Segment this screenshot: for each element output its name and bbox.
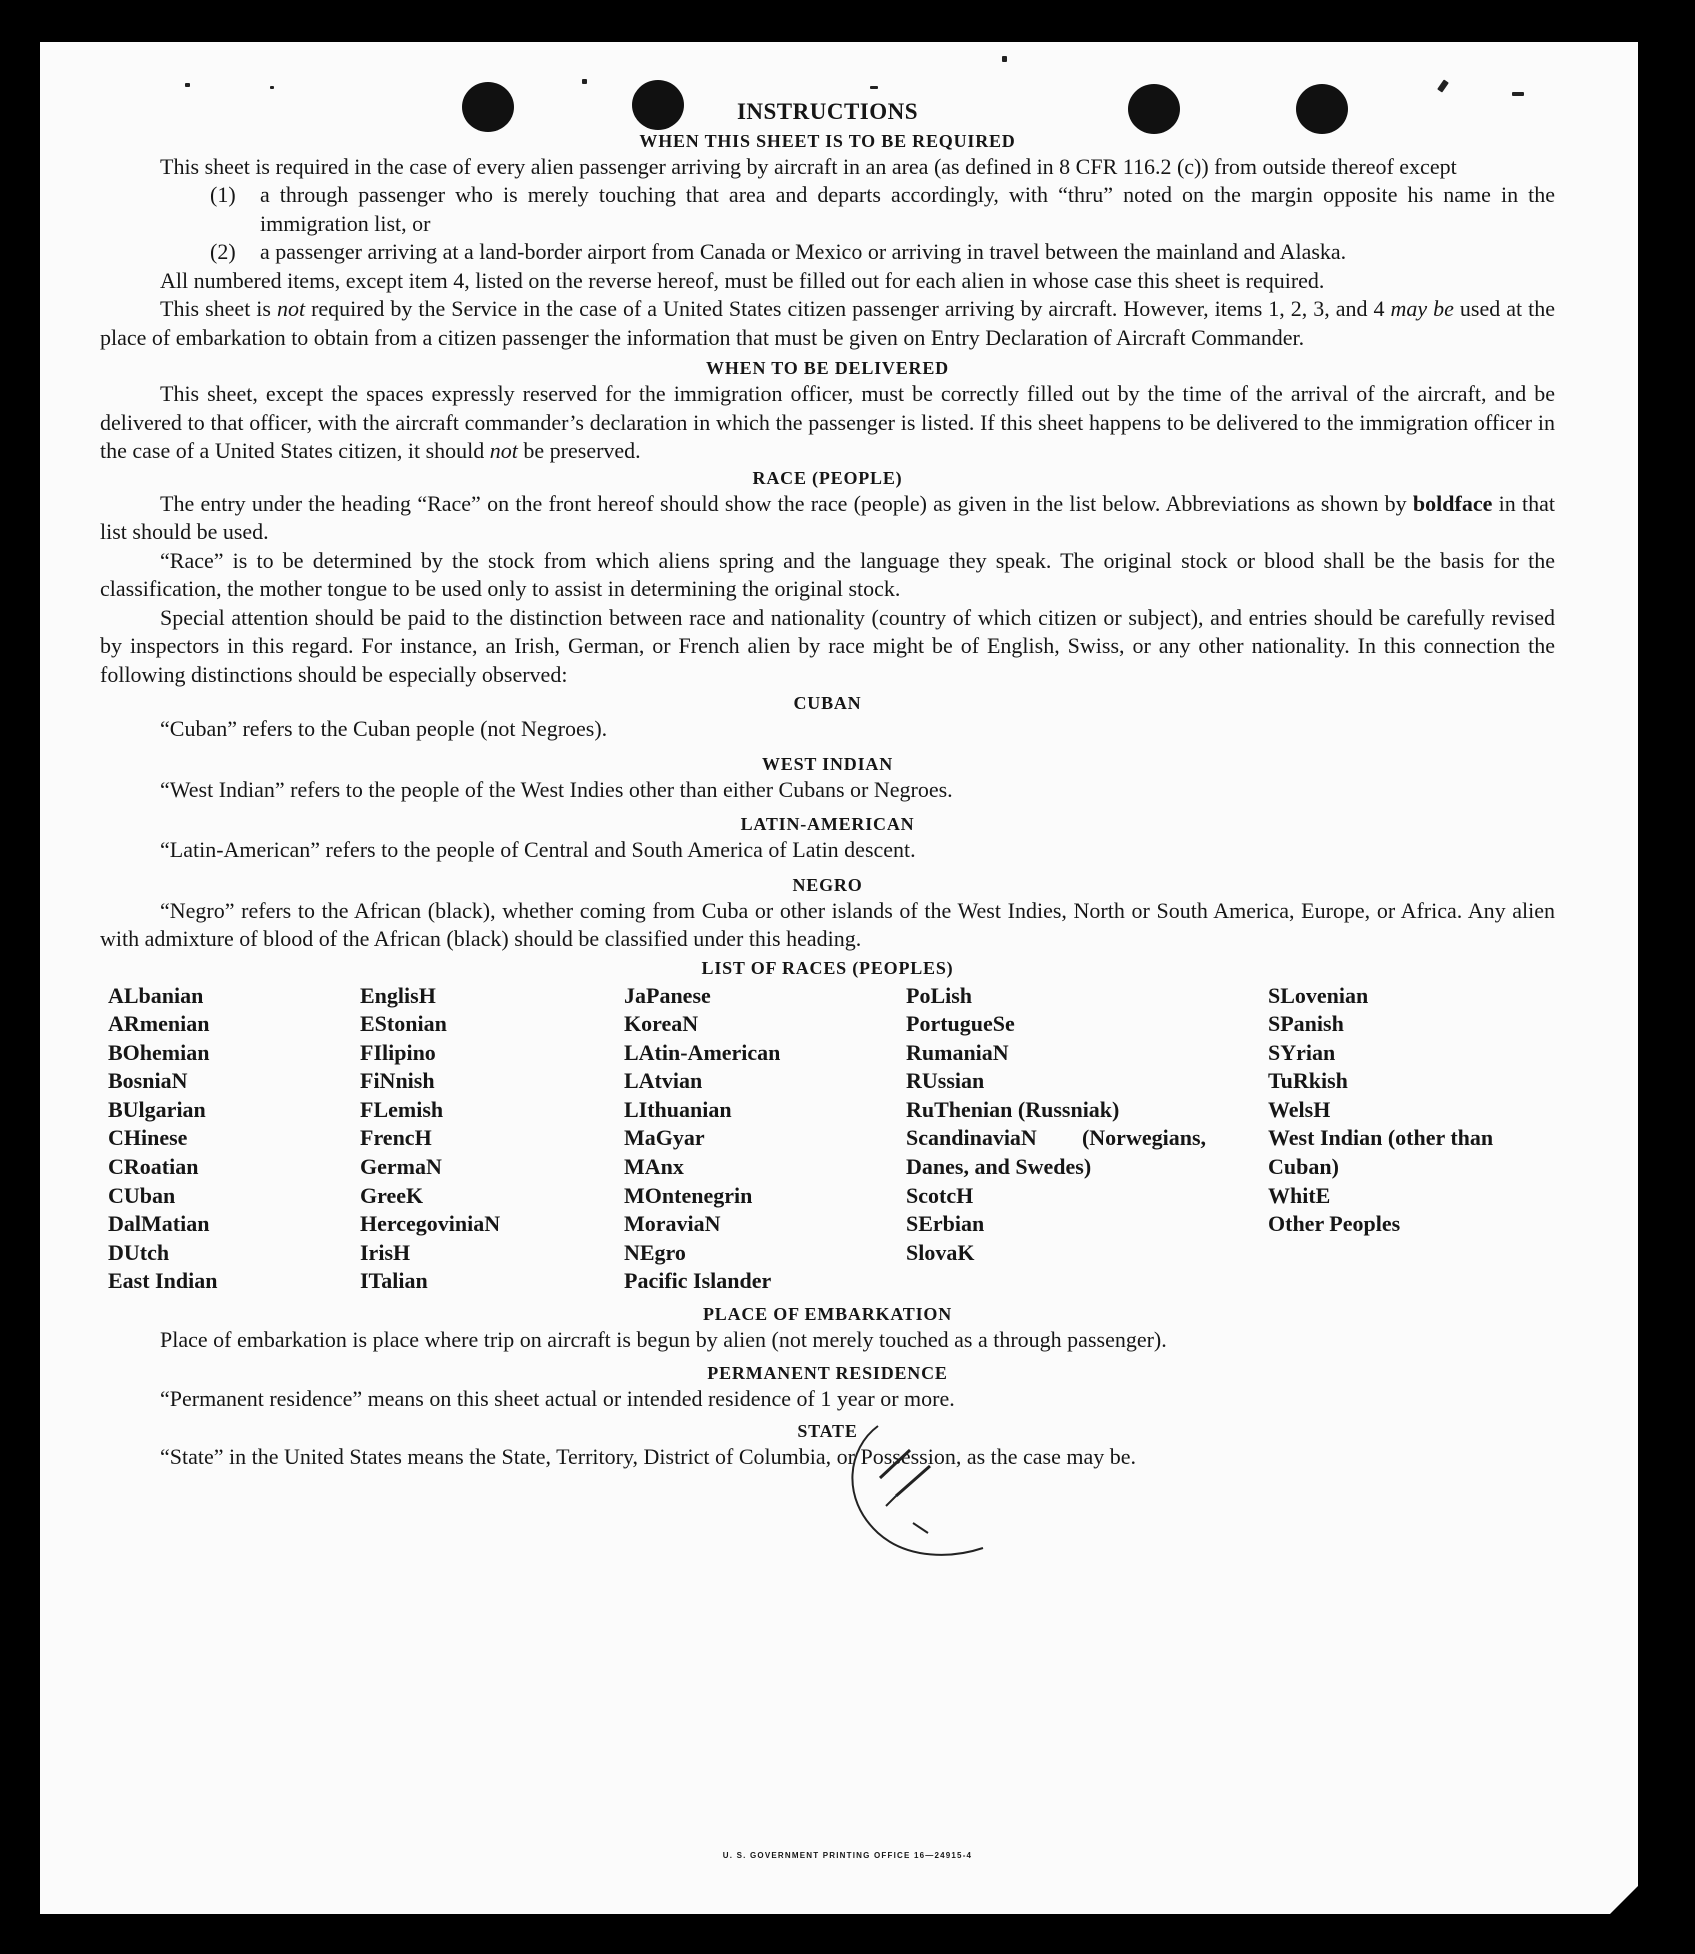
section-heading: PERMANENT RESIDENCE	[707, 1362, 948, 1383]
race-item: CUban	[108, 1182, 176, 1208]
section-heading: NEGRO	[792, 874, 863, 895]
race-item: RUssian	[906, 1068, 985, 1094]
race-item: FLemish	[360, 1096, 444, 1122]
race-item: West Indian (other than Cuban)	[1268, 1125, 1494, 1180]
race-item: WhitE	[1268, 1182, 1331, 1208]
race-item: MOntenegrin	[624, 1182, 753, 1208]
race-item: BOhemian	[108, 1039, 210, 1065]
paragraph: Special attention should be paid to the distinction between race and nationality (country of which citizen or subject), and entries should be carefully revised by inspectors in this regard. For instance, an Irish, German, or French alien by race might be of English, Swiss, or any other nationality. In this connection the following distinctions should be especially observed:	[100, 604, 1555, 687]
speck-mark	[870, 86, 878, 89]
section-heading: RACE (PEOPLE)	[752, 467, 903, 488]
race-item: IrisH	[360, 1239, 411, 1265]
list-number: (2)	[210, 239, 236, 264]
races-list	[108, 982, 1555, 1297]
race-item: BosniaN	[108, 1068, 188, 1094]
race-item: ITalian	[360, 1268, 428, 1294]
paragraph: “Negro” refers to the African (black), whether coming from Cuba or other islands of the West Indies, North or South America, Europe, or Africa. Any alien with admixture of blood of the African (black) should be classified under this heading.	[100, 897, 1555, 951]
list-number: (1)	[210, 182, 236, 207]
speck-mark	[1002, 56, 1007, 62]
speck-mark	[270, 86, 274, 89]
section-heading: WEST INDIAN	[761, 753, 893, 774]
paragraph: The entry under the heading “Race” on the front hereof should show the race (people) as given in the list below. Abbreviations as shown by boldface in that list should be used.	[100, 490, 1555, 544]
race-item: SLovenian	[1268, 982, 1369, 1008]
race-item: ARmenian	[108, 1011, 210, 1037]
race-item: PortugueSe	[906, 1011, 1015, 1037]
paragraph: “Latin-American” refers to the people of Central and South America of Latin descent.	[160, 837, 916, 862]
printer-footer: U. S. GOVERNMENT PRINTING OFFICE 16—24915-4	[722, 1851, 973, 1860]
race-item: NEgro	[624, 1239, 686, 1265]
race-item: DalMatian	[108, 1211, 210, 1237]
races-column	[360, 982, 624, 1297]
races-column	[108, 982, 360, 1297]
section-heading: CUBAN	[793, 693, 862, 713]
race-item: FIlipino	[360, 1039, 436, 1065]
race-item: MAnx	[624, 1154, 684, 1180]
speck-mark	[185, 83, 190, 87]
race-item: KoreaN	[624, 1011, 699, 1037]
race-item: Pacific Islander	[624, 1268, 772, 1294]
race-item: HercegoviniaN	[360, 1211, 501, 1237]
section-heading: STATE	[797, 1421, 858, 1442]
race-item: SPanish	[1268, 1011, 1344, 1037]
race-item: CRoatian	[108, 1154, 199, 1180]
page-title: INSTRUCTIONS	[736, 99, 919, 124]
race-item: SYrian	[1268, 1039, 1336, 1065]
races-column	[1268, 982, 1528, 1297]
race-item: GermaN	[360, 1154, 442, 1180]
race-item: BUlgarian	[108, 1096, 206, 1122]
paragraph: “State” in the United States means the State, Territory, District of Columbia, or Possession, as the case may be.	[160, 1444, 1137, 1470]
race-item: LAtin-American	[624, 1039, 781, 1065]
race-item: FiNnish	[360, 1068, 435, 1094]
paragraph: This sheet, except the spaces expressly reserved for the immigration officer, must be correctly filled out by the time of the arrival of the aircraft, and be delivered to that officer, with the aircraft commander’s declaration in which the passenger is listed. If this sheet happens to be delivered to the immigration officer in the case of a United States citizen, it should not be preserved.	[100, 381, 1555, 463]
speck-mark	[1512, 92, 1524, 96]
race-item: CHinese	[108, 1125, 188, 1151]
list-item	[210, 238, 1555, 267]
race-item: MoraviaN	[624, 1211, 721, 1237]
race-item: ScotcH	[906, 1182, 974, 1208]
race-item: EStonian	[360, 1011, 447, 1037]
race-item: RumaniaN	[906, 1039, 1009, 1065]
section-heading: WHEN THIS SHEET IS TO BE REQUIRED	[639, 130, 1016, 151]
race-item: DUtch	[108, 1239, 170, 1265]
race-item: LAtvian	[624, 1068, 703, 1094]
race-item: East Indian	[108, 1268, 218, 1294]
race-item: PoLish	[906, 982, 973, 1008]
speck-mark	[582, 79, 587, 84]
list-text: a passenger arriving at a land-border airport from Canada or Mexico or arriving in travel between the mainland and Alaska.	[260, 239, 1347, 264]
race-item: SErbian	[906, 1211, 985, 1237]
race-item: FrencH	[360, 1125, 432, 1151]
paragraph: “West Indian” refers to the people of the West Indies other than either Cubans or Negroes.	[160, 776, 953, 802]
race-item: ALbanian	[108, 982, 204, 1008]
paragraph: This sheet is required in the case of every alien passenger arriving by aircraft in an area (as defined in 8 CFR 116.2 (c)) from outside thereof except	[160, 153, 1457, 179]
section-heading: LATIN-AMERICAN	[740, 814, 915, 834]
section-heading: PLACE OF EMBARKATION	[702, 1304, 952, 1325]
paragraph: “Race” is to be determined by the stock from which aliens spring and the language they speak. The original stock or blood shall be the basis for the classification, the mother tongue to be used only to assist in determining the original stock.	[100, 547, 1555, 601]
paragraph: “Permanent residence” means on this sheet actual or intended residence of 1 year or more.	[160, 1385, 955, 1411]
race-item: Other Peoples	[1268, 1211, 1401, 1237]
handwritten-circle-mark	[838, 1408, 1008, 1568]
paragraph: Place of embarkation is place where trip on aircraft is begun by alien (not merely touched as a through passenger).	[160, 1327, 1167, 1353]
corner-fold	[1610, 1886, 1638, 1914]
race-item: RuThenian (Russniak)	[906, 1096, 1120, 1122]
section-heading: WHEN TO BE DELIVERED	[706, 358, 949, 378]
races-column	[906, 982, 1268, 1297]
race-item: TuRkish	[1268, 1068, 1348, 1094]
race-item: WelsH	[1268, 1096, 1331, 1122]
race-item: ScandinaviaN (Norwegians, Danes, and Swedes)	[906, 1125, 1206, 1180]
race-item: LIthuanian	[624, 1096, 732, 1122]
section-heading: LIST OF RACES (PEOPLES)	[701, 957, 954, 978]
races-column	[624, 982, 906, 1297]
list-text: a through passenger who is merely touching that area and departs accordingly, with “thru” noted on the margin opposite his name in the immigration list, or	[260, 182, 1555, 236]
race-item: MaGyar	[624, 1125, 705, 1151]
race-item: GreeK	[360, 1182, 424, 1208]
instructions-content	[100, 98, 1555, 1472]
list-item	[210, 181, 1555, 238]
paragraph: All numbered items, except item 4, listed on the reverse hereof, must be filled out for each alien in whose case this sheet is required.	[160, 267, 1325, 293]
paragraph: This sheet is not required by the Service in the case of a United States citizen passenger arriving by aircraft. However, items 1, 2, 3, and 4 may be used at the place of embarkation to obtain from a citizen passenger the information that must be given on Entry Declaration of Aircraft Commander.	[100, 296, 1555, 350]
race-item: SlovaK	[906, 1239, 975, 1265]
race-item: EnglisH	[360, 982, 436, 1008]
paragraph: “Cuban” refers to the Cuban people (not Negroes).	[160, 716, 608, 741]
race-item: JaPanese	[624, 982, 711, 1008]
